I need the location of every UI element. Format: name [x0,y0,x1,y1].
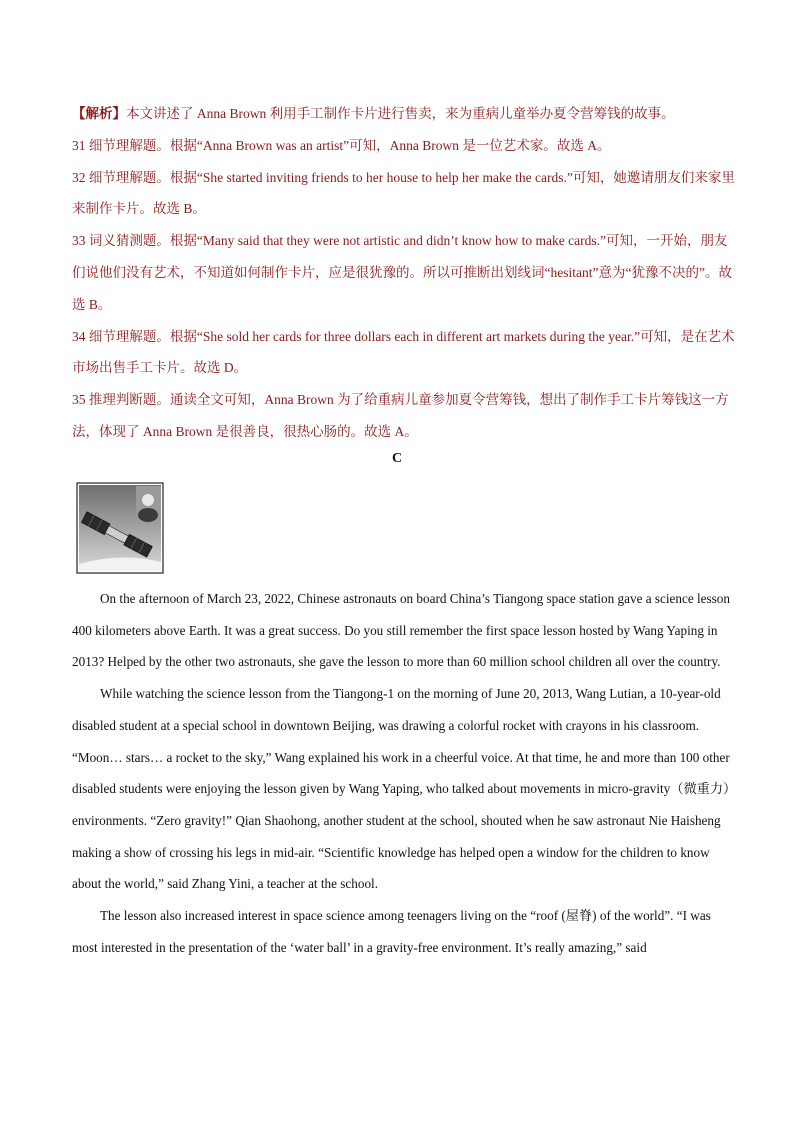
reading-passage-c [72,583,736,963]
passage-paragraph-2: While watching the science lesson from the Tiangong-1 on the morning of June 20, 2013, Wang Lutian, a 10-year-old disabled student at a special school in downtown Beijing, was drawing a colorful rocket with crayons in his classroom. “Moon… stars… a rocket to the sky,” Wang explained his work in a cheerful voice. At that time, he and more than 100 other disabled students were enjoying the lesson given by Wang Yaping, who talked about movements in micro-gravity（微重力）environments. “Zero gravity!” Qian Shaohong, another student at the school, shouted when he saw astronaut Nie Haisheng making a show of crossing his legs in mid-air. “Scientific knowledge has helped open a window for the children to know about the world,” said Zhang Yini, a teacher at the school. [72,686,730,892]
analysis-item-32: 32 细节理解题。根据“She started inviting friends to her house to help her make the cards.”可知，她邀请朋友们来家里来制作卡片。故选 B。 [72,169,735,217]
analysis-tag: 【解析】 [72,106,126,121]
passage-paragraph-1: On the afternoon of March 23, 2022, Chinese astronauts on board China’s Tiangong space station gave a science lesson 400 kilometers above Earth. It was a great success. Do you still remember the first space lesson hosted by Wang Yaping in 2013? Helped by the other two astronauts, she gave the lesson to more than 60 million school children all over the country. [72,591,730,670]
analysis-item-31: 31 细节理解题。根据“Anna Brown was an artist”可知，Anna Brown 是一位艺术家。故选 A。 [72,137,611,153]
space-station-image [76,482,164,574]
section-letter: C [391,451,403,466]
analysis-item-35: 35 推理判断题。通读全文可知，Anna Brown 为了给重病儿童参加夏令营筹钱，想出了制作手工卡片筹钱这一方法，体现了 Anna Brown 是很善良，很热心肠的。故选 A。 [72,392,729,439]
analysis-intro-text: 本文讲述了 Anna Brown 利用手工制作卡片进行售卖，来为重病儿童举办夏令营筹钱的故事。 [126,106,675,121]
space-station-illustration [76,482,164,574]
analysis-item-33: 33 词义猜测题。根据“Many said that they were not artistic and didn’t know how to make cards.”可知，一开始，朋友们说他们没有艺术，不知道如何制作卡片，应是很犹豫的。所以可推断出划线词“hesitant”意为“犹豫不决的”。故选 B。 [72,233,732,312]
analysis-intro [72,98,740,130]
analysis-section [72,98,740,448]
analysis-item-34: 34 细节理解题。根据“She sold her cards for three dollars each in different art markets during the year.”可知，是在艺术市场出售手工卡片。故选 D。 [72,328,735,376]
passage-paragraph-3: The lesson also increased interest in space science among teenagers living on the “roof (屋脊) of the world”. “I was most interested in the presentation of the ‘water ball’ in a gravity-free environment. It’s really amazing,” said [72,908,711,955]
